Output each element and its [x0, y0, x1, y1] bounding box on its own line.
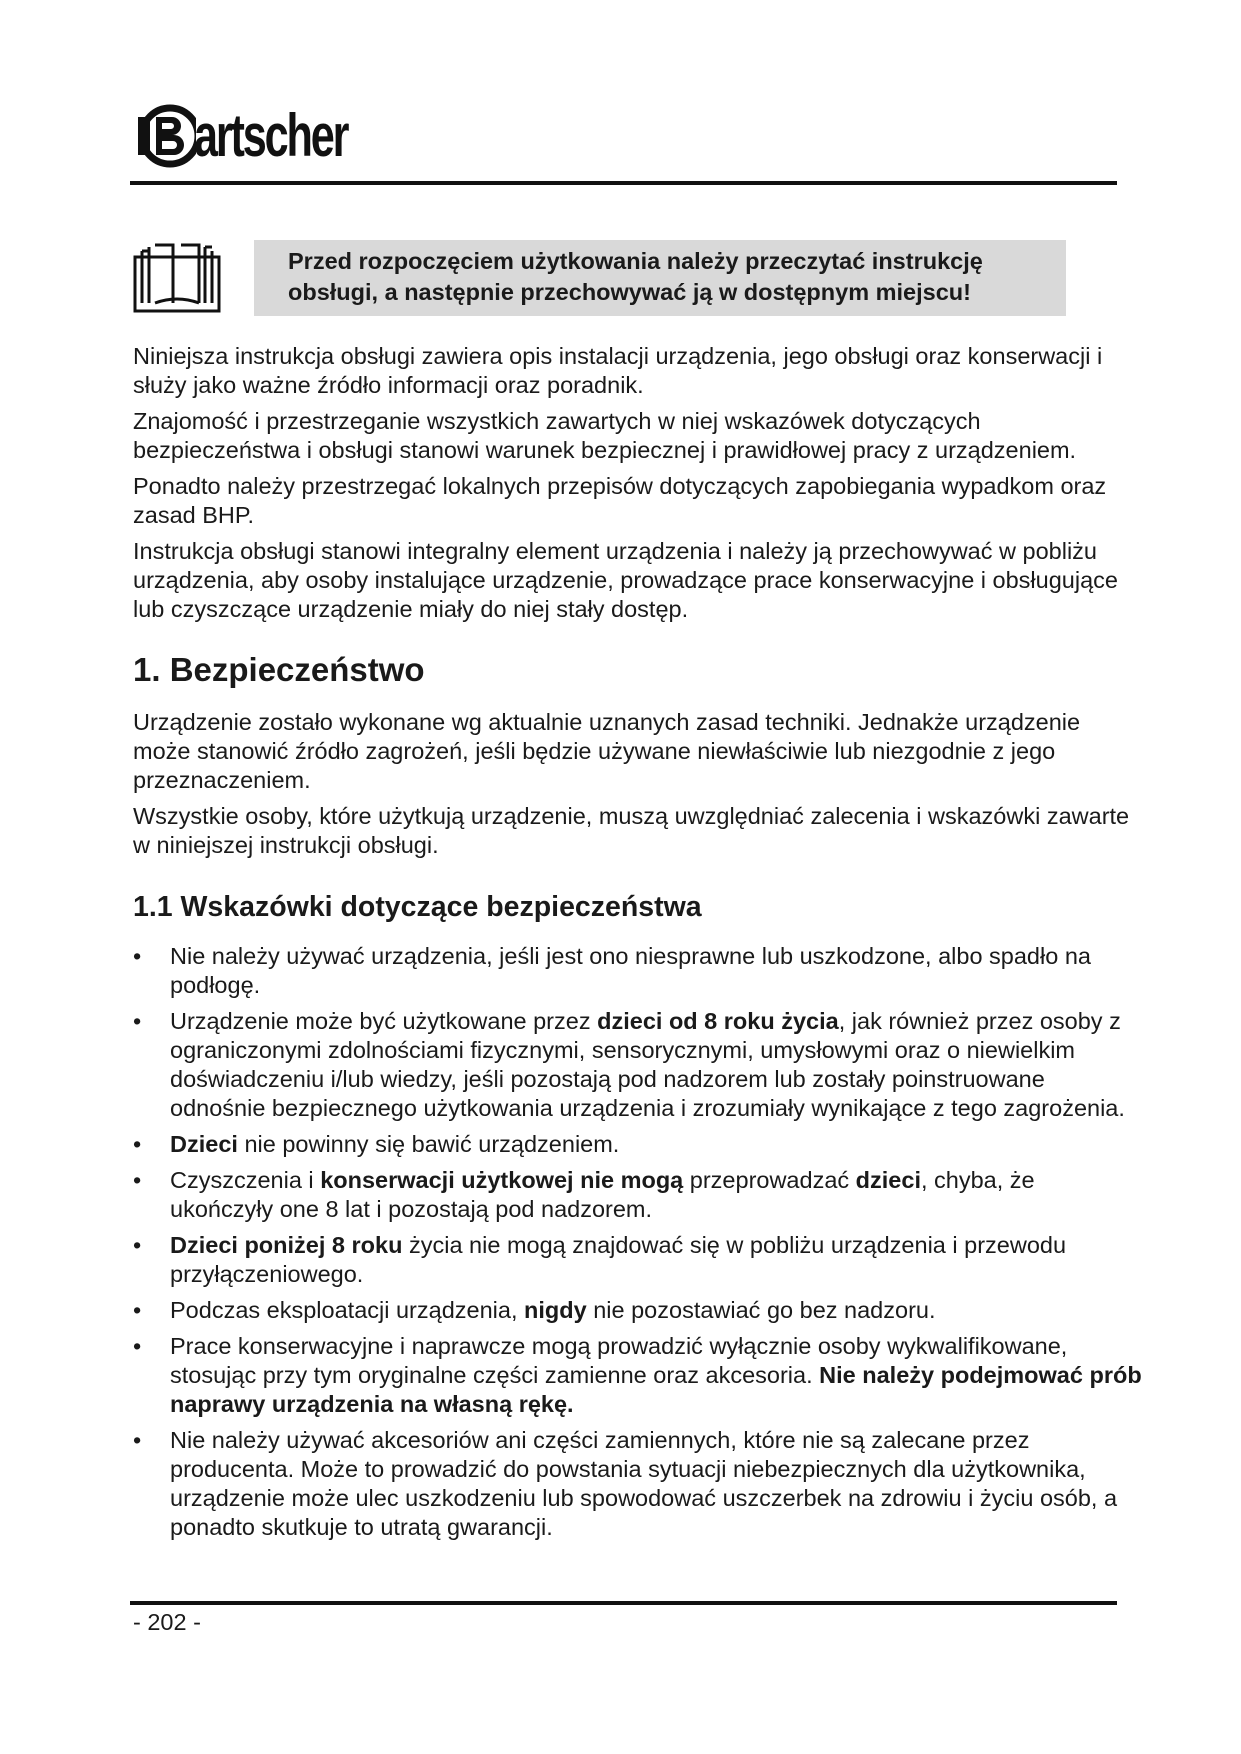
bullet-text: , chyba, że ukończyły one 8 lat i pozostają pod nadzorem. — [170, 1167, 1035, 1222]
list-item — [133, 942, 1143, 1000]
bullet-emphasis-text: konserwacji użytkowej nie mogą — [320, 1167, 684, 1193]
bullet-text: Czyszczenia i — [170, 1167, 321, 1193]
list-item — [133, 1296, 1143, 1325]
bullet-text: nie powinny się bawić urządzeniem. — [237, 1131, 620, 1157]
brand-logo-mark — [138, 103, 196, 169]
safety-paragraph: Urządzenie zostało wykonane wg aktualnie uznanych zasad techniki. Jednakże urządzenie może stanowić źródło zagrożeń, jeśli będzie używane niewłaściwie lub niezgodnie z jego przeznaczeniem. — [133, 709, 1081, 793]
header-rule — [130, 181, 1117, 185]
safety-notes-list — [133, 942, 1143, 1542]
notice-line-1: Przed rozpoczęciem użytkowania należy przeczytać instrukcję — [288, 248, 983, 274]
bullet-emphasis-text: dzieci — [855, 1167, 921, 1193]
list-item — [133, 1166, 1143, 1224]
bullet-text: Prace konserwacyjne i naprawcze mogą prowadzić wyłącznie osoby wykwalifikowane, stosując przy tym oryginalne części zamienne oraz akcesoria. — [170, 1333, 1068, 1388]
bullet-text: , jak również przez osoby z ograniczonymi zdolnościami fizycznymi, sensorycznymi, umysłowymi oraz o niewielkim doświadczeniu i/lub wiedzy, jeśli pozostają pod nadzorem lub zostały poinstruowane odnośnie bezpiecznego użytkowania urządzenia i zrozumiały wynikające z tego zagrożenia. — [170, 1008, 1125, 1121]
page-number: - 202 - — [133, 1609, 201, 1635]
bullet-text: przeprowadzać — [683, 1167, 856, 1193]
bullet-emphasis-text: nigdy — [524, 1297, 587, 1323]
section-heading-safety-notes: 1.1 Wskazówki dotyczące bezpieczeństwa — [133, 891, 702, 923]
list-item — [133, 1332, 1143, 1419]
intro-paragraph: Instrukcja obsługi stanowi integralny element urządzenia i należy ją przechowywać w pobliżu urządzenia, aby osoby instalujące urządzenie, prowadzące prace konserwacyjne i obsługujące lub czyszczące urządzenie miały do niej stały dostęp. — [133, 538, 1118, 622]
list-item — [133, 1130, 1143, 1159]
list-item — [133, 1007, 1143, 1123]
bullet-text: Podczas eksploatacji urządzenia, — [170, 1297, 525, 1323]
bullet-emphasis-text: Nie należy podejmować prób naprawy urządzenia na własną rękę. — [170, 1362, 1142, 1417]
bullet-emphasis-text: dzieci od 8 roku życia — [597, 1008, 839, 1034]
list-item — [133, 1231, 1143, 1289]
bullet-emphasis-text: Dzieci poniżej 8 roku — [170, 1232, 403, 1258]
bullet-text: Nie należy używać akcesoriów ani części zamiennych, które nie są zalecane przez producenta. Może to prowadzić do powstania sytuacji niebezpiecznych dla użytkownika, urządzenie może ulec uszkodzeniu lub spowodować uszczerbek na zdrowiu i życiu osób, a ponadto skutkuje to utratą gwarancji. — [170, 1427, 1118, 1540]
document-body — [133, 342, 1143, 1549]
bullet-text: życia nie mogą znajdować się w pobliżu urządzenia i przewodu przyłączeniowego. — [170, 1232, 1067, 1287]
section-heading-safety: 1. Bezpieczeństwo — [133, 651, 425, 688]
bullet-text: nie pozostawiać go bez nadzoru. — [586, 1297, 936, 1323]
notice-line-2: obsługi, a następnie przechowywać ją w dostępnym miejscu! — [288, 279, 971, 305]
safety-paragraph: Wszystkie osoby, które użytkują urządzenie, muszą uwzględniać zalecenia i wskazówki zawarte w niniejszej instrukcji obsługi. — [133, 803, 1130, 858]
list-item — [133, 1426, 1143, 1542]
brand-name: artscher — [194, 102, 348, 169]
intro-paragraph: Ponadto należy przestrzegać lokalnych przepisów dotyczących zapobiegania wypadkom oraz zasad BHP. — [133, 473, 1107, 528]
bullet-text: Urządzenie może być użytkowane przez — [170, 1008, 598, 1034]
book-icon — [133, 243, 221, 313]
brand-logo — [138, 100, 407, 172]
intro-paragraph: Znajomość i przestrzeganie wszystkich zawartych w niej wskazówek dotyczących bezpieczeństwa i obsługi stanowi warunek bezpiecznej i prawidłowej pracy z urządzeniem. — [133, 408, 1077, 463]
bullet-emphasis-text: Dzieci — [170, 1131, 238, 1157]
intro-paragraph: Niniejsza instrukcja obsługi zawiera opis instalacji urządzenia, jego obsługi oraz konserwacji i służy jako ważne źródło informacji oraz poradnik. — [133, 343, 1103, 398]
read-instructions-notice — [254, 240, 1066, 316]
footer-rule — [130, 1601, 1117, 1605]
bullet-text: Nie należy używać urządzenia, jeśli jest ono niesprawne lub uszkodzone, albo spadło na podłogę. — [170, 943, 1091, 998]
